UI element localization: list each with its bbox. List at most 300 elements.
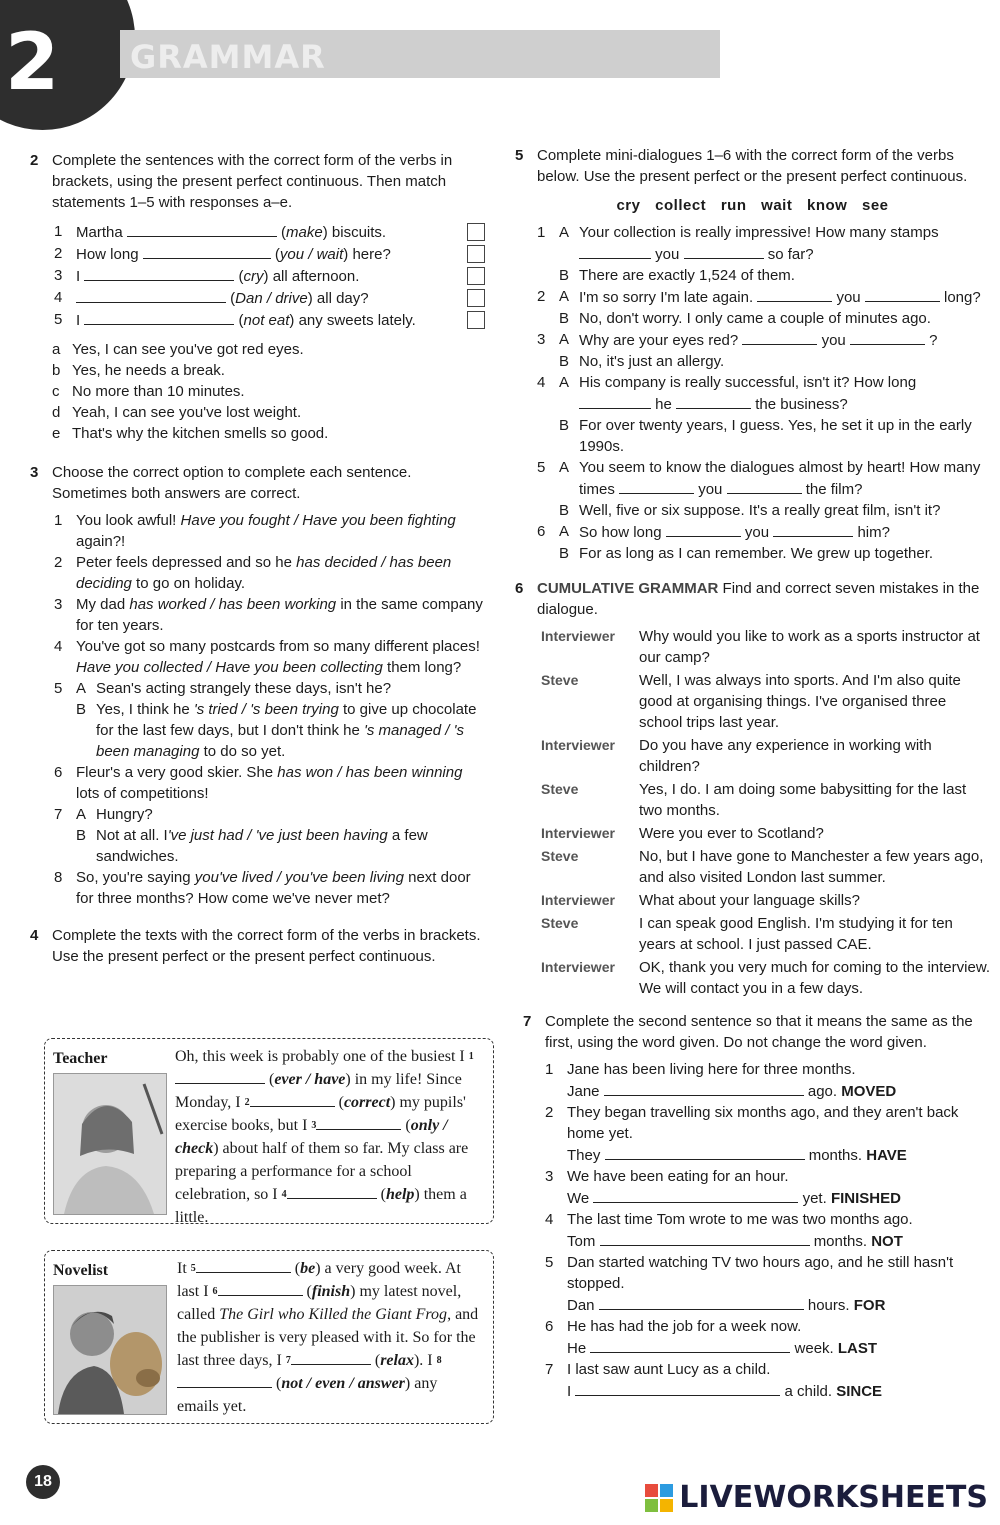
speaker-name: Steve	[541, 781, 579, 797]
item-text: long?	[944, 289, 981, 306]
match-box[interactable]	[467, 311, 485, 329]
speaker-letter: B	[76, 827, 87, 844]
answer-blank[interactable]	[291, 1349, 371, 1365]
gap-number: 2	[244, 1097, 250, 1108]
item-sentence: He has had the job for a week now.	[567, 1318, 802, 1335]
list-item: 1 Martha (make) biscuits.	[50, 221, 485, 243]
dialogue-line	[559, 415, 990, 457]
response-text: Yeah, I can see you've lost weight.	[72, 404, 302, 421]
text: my pupils' exercise books, but I	[175, 1094, 466, 1134]
item-text: to go on holiday.	[131, 575, 246, 592]
verb-hint: you / wait	[279, 246, 344, 263]
dialogue-text: OK, thank you very much for coming to the interview. We will contact you in a few days.	[639, 959, 990, 997]
item-number: 6	[54, 764, 63, 781]
teacher-photo-icon	[54, 1074, 166, 1214]
response-text: Yes, he needs a break.	[72, 362, 225, 379]
verb-hint: relax	[380, 1352, 414, 1369]
item-text: Martha	[76, 224, 123, 241]
dialogue-text: Yes, I do. I am doing some babysitting for the last two months.	[639, 781, 967, 819]
answer-blank[interactable]	[579, 243, 651, 259]
response-letter: e	[52, 425, 61, 442]
verb-hint: correct	[343, 1094, 391, 1111]
item-text: Hungry?	[96, 806, 153, 823]
item-text: here?	[352, 246, 391, 263]
item-number: 2	[537, 288, 546, 305]
dialogue-line	[559, 372, 990, 415]
choice-options[interactable]: Have you fought / Have you been fighting	[180, 512, 456, 529]
item-number: 3	[537, 331, 546, 348]
rewrite-line	[567, 1080, 990, 1102]
ex7-instruction: Complete the second sentence so that it means the same as the first, using the word given. Do not change the word given.	[545, 1013, 973, 1051]
match-box[interactable]	[467, 245, 485, 263]
text: I	[567, 1383, 572, 1400]
dialogue-line	[76, 825, 485, 867]
answer-blank[interactable]	[250, 1091, 335, 1107]
choice-options[interactable]: has worked / has been working	[129, 596, 337, 613]
list-item: 5 I (not eat) any sweets lately.	[50, 309, 485, 331]
verb-hint: Dan / drive	[235, 290, 308, 307]
gap-number: 4	[281, 1189, 287, 1200]
dialogue-text: Were you ever to Scotland?	[639, 825, 824, 842]
item-text: lots of competitions!	[76, 785, 209, 802]
liveworksheets-logo[interactable]	[645, 1480, 988, 1515]
answer-blank[interactable]	[666, 521, 741, 537]
text: Oh, this week is probably one of the busiest I	[175, 1048, 469, 1065]
verb-hint: finish	[311, 1283, 351, 1300]
liveworksheets-logo-icon	[645, 1484, 673, 1512]
text: We	[567, 1190, 590, 1207]
dialogue-line	[559, 222, 990, 265]
answer-blank[interactable]	[600, 1230, 810, 1246]
speaker-letter: A	[559, 459, 570, 476]
speaker-name: Steve	[541, 672, 579, 688]
teacher-label: Teacher	[53, 1050, 108, 1067]
answer-blank[interactable]	[676, 393, 751, 409]
item-text: you	[821, 332, 846, 349]
gap-number: 6	[212, 1286, 218, 1297]
match-box[interactable]	[467, 223, 485, 241]
list-item	[541, 1359, 990, 1402]
answer-blank[interactable]	[599, 1294, 804, 1310]
answer-blank[interactable]	[865, 286, 940, 302]
speaker-name: Steve	[541, 848, 579, 864]
dialogue-line	[76, 699, 485, 762]
list-item	[533, 521, 990, 564]
answer-blank[interactable]	[590, 1337, 790, 1353]
list-item	[541, 1316, 990, 1359]
list-item	[533, 372, 990, 457]
verb-hint: not / even / answer	[281, 1375, 405, 1392]
teacher-photo	[53, 1073, 167, 1215]
list-item	[50, 510, 485, 552]
list-item	[50, 552, 485, 594]
ex5-heading	[515, 145, 990, 187]
verb-hint: not eat	[243, 312, 290, 329]
answer-blank[interactable]	[127, 221, 277, 237]
ex4-heading	[30, 925, 485, 967]
response-item	[52, 360, 485, 381]
item-number: 6	[537, 523, 546, 540]
verb-hint: make	[286, 224, 323, 241]
choice-options[interactable]: 's managed / 's been managing	[96, 722, 464, 760]
list-item	[541, 1102, 990, 1166]
text: a child.	[784, 1383, 833, 1400]
speaker-name: Interviewer	[541, 628, 615, 644]
item-number: 4	[54, 638, 63, 655]
item-text: You seem to know the dialogues almost by heart! How many times	[579, 459, 981, 498]
item-sentence: They began travelling six months ago, and they aren't back home yet.	[567, 1104, 959, 1142]
item-number: 4	[537, 374, 546, 391]
item-text: any sweets lately.	[298, 312, 416, 329]
dialogue-text: What about your language skills?	[639, 892, 860, 909]
match-box[interactable]	[467, 289, 485, 307]
item-sentence: We have been eating for an hour.	[567, 1168, 789, 1185]
choice-options[interactable]: Have you collected / Have you been collecting	[76, 659, 383, 676]
item-text: Fleur's a very good skier. She	[76, 764, 278, 781]
item-number: 5	[54, 680, 63, 697]
list-item: 2 How long (you / wait) here?	[50, 243, 485, 265]
item-text: Your collection is really impressive! How many stamps	[579, 224, 939, 241]
answer-blank[interactable]	[196, 1257, 291, 1273]
dialogue-text: Why would you like to work as a sports instructor at our camp?	[639, 628, 980, 666]
answer-blank[interactable]	[684, 243, 764, 259]
novelist-photo-icon	[54, 1286, 166, 1414]
item-number: 1	[54, 512, 63, 529]
item-text: a few sandwiches.	[96, 827, 428, 865]
list-item	[533, 329, 990, 372]
text: months.	[813, 1233, 868, 1250]
answer-blank[interactable]	[76, 287, 226, 303]
item-number: 4	[54, 289, 63, 306]
rewrite-line	[567, 1380, 990, 1402]
item-text: Peter feels depressed and so he	[76, 554, 297, 571]
item-text: Why are your eyes red?	[579, 332, 739, 349]
ex3-heading	[30, 462, 485, 504]
text: week.	[794, 1340, 834, 1357]
item-text: So, you're saying	[76, 869, 195, 886]
teacher-text-box	[44, 1038, 494, 1224]
item-text: to do so yet.	[199, 743, 286, 760]
item-text: My dad	[76, 596, 130, 613]
ex7-heading	[515, 1011, 990, 1053]
item-text: in the same company for ten years.	[76, 596, 483, 634]
item-text: so far?	[767, 246, 814, 263]
item-text: again?!	[76, 533, 126, 550]
list-item	[50, 762, 485, 804]
item-text: the business?	[755, 396, 848, 413]
answer-blank[interactable]	[757, 286, 832, 302]
item-sentence: Dan started watching TV two hours ago, and he still hasn't stopped.	[567, 1254, 954, 1292]
list-item	[50, 678, 485, 762]
speaker-letter: A	[76, 806, 87, 823]
response-item	[52, 402, 485, 423]
ex4-instruction: Complete the texts with the correct form of the verbs in brackets. Use the present perfect or the present perfect continuous.	[52, 927, 481, 965]
item-text: For as long as I can remember. We grew up together.	[579, 545, 934, 562]
key-word: MOVED	[841, 1083, 897, 1100]
item-text: How long	[76, 246, 139, 263]
speaker-name: Interviewer	[541, 959, 615, 975]
choice-options[interactable]: 's tried / 's been trying	[193, 701, 339, 718]
list-item: 4 (Dan / drive) all day?	[50, 287, 485, 309]
item-text: Not at all. I	[96, 827, 168, 844]
item-text: Yes, I think he	[96, 701, 194, 718]
word-bank: cry collect run wait know see	[616, 197, 889, 214]
item-text: For over twenty years, I guess. Yes, he set it up in the early 1990s.	[579, 417, 972, 455]
text: a very good week. At last I	[177, 1260, 461, 1300]
left-column	[30, 150, 485, 967]
item-text: No, don't worry. I only came a couple of minutes ago.	[579, 310, 931, 327]
right-column	[515, 145, 990, 1402]
response-letter: d	[52, 404, 61, 421]
page-number: 18	[26, 1465, 60, 1499]
item-number: 1	[545, 1061, 554, 1078]
speaker-letter: A	[559, 224, 570, 241]
answer-blank[interactable]	[84, 309, 234, 325]
gap-number: 3	[311, 1120, 317, 1131]
dialogue-text: I can speak good English. I'm studying it for ten years at school. I just passed CAE.	[639, 915, 953, 953]
rewrite-line	[567, 1144, 990, 1166]
dialogue-line	[76, 804, 485, 825]
list-item	[541, 1166, 990, 1209]
answer-blank[interactable]	[593, 1187, 798, 1203]
item-number: 2	[54, 245, 63, 262]
item-text: So how long	[579, 524, 662, 541]
response-text: Yes, I can see you've got red eyes.	[72, 341, 304, 358]
response-text: That's why the kitchen smells so good.	[72, 425, 329, 442]
dialogue-line	[559, 500, 990, 521]
answer-blank[interactable]	[218, 1280, 303, 1296]
response-item	[52, 381, 485, 402]
item-text: to give up chocolate for the last few days, but I don't think he	[96, 701, 477, 739]
list-item	[541, 1209, 990, 1252]
text: any emails yet.	[177, 1375, 438, 1415]
speaker-letter: A	[559, 288, 570, 305]
answer-blank[interactable]	[287, 1183, 377, 1199]
ex5-dialogues	[515, 222, 990, 564]
novel-title: The Girl who Killed the Giant Frog	[219, 1306, 448, 1323]
answer-blank[interactable]	[850, 329, 925, 345]
answer-blank[interactable]	[727, 478, 802, 494]
item-text: Sean's acting strangely these days, isn't he?	[96, 680, 392, 697]
speaker-letter: B	[559, 502, 570, 519]
choice-options[interactable]: has won / has been winning	[277, 764, 463, 781]
list-item: 3 I (cry) all afternoon.	[50, 265, 485, 287]
response-letter: b	[52, 362, 61, 379]
ex2-heading	[30, 150, 485, 213]
list-item	[533, 286, 990, 329]
ex6-number: 6	[515, 580, 524, 597]
item-number: 3	[54, 267, 63, 284]
response-item	[52, 339, 485, 360]
speaker-letter: B	[76, 701, 87, 718]
key-word: NOT	[871, 1233, 903, 1250]
text: Jane	[567, 1083, 600, 1100]
ex6-dialogue	[515, 626, 990, 999]
novelist-photo	[53, 1285, 167, 1415]
text: It	[177, 1260, 191, 1277]
answer-blank[interactable]	[773, 521, 853, 537]
dialogue-line	[559, 308, 990, 329]
rewrite-line	[567, 1294, 990, 1316]
speaker-letter: A	[559, 523, 570, 540]
speaker-letter: B	[559, 417, 570, 434]
response-letter: a	[52, 341, 61, 358]
item-number: 7	[54, 806, 63, 823]
item-sentence: Jane has been living here for three months.	[567, 1061, 856, 1078]
list-item	[541, 1252, 990, 1316]
text: . I	[419, 1352, 437, 1369]
ex2-items	[30, 221, 485, 331]
gap-number: 1	[468, 1051, 474, 1062]
list-item	[50, 804, 485, 867]
answer-blank[interactable]	[604, 1080, 804, 1096]
dialogue-line	[559, 351, 990, 372]
ex3-instruction: Choose the correct option to complete each sentence. Sometimes both answers are correct.	[52, 464, 412, 502]
ex5-number: 5	[515, 147, 524, 164]
item-text: biscuits.	[331, 224, 387, 241]
item-number: 8	[54, 869, 63, 886]
gap-number: 8	[436, 1355, 442, 1366]
logo-square	[645, 1499, 658, 1512]
logo-square	[645, 1484, 658, 1497]
text: hours.	[807, 1297, 850, 1314]
text: Tom	[567, 1233, 596, 1250]
response-letter: c	[52, 383, 60, 400]
text: yet.	[802, 1190, 827, 1207]
answer-blank[interactable]	[177, 1372, 272, 1388]
answer-blank[interactable]	[575, 1380, 780, 1396]
dialogue-line	[76, 678, 485, 699]
dialogue-line	[559, 457, 990, 500]
verb-hint: be	[300, 1260, 316, 1277]
list-item	[50, 594, 485, 636]
dialogue-line	[559, 265, 990, 286]
speaker-letter: B	[559, 267, 570, 284]
item-text: them long?	[382, 659, 462, 676]
item-number: 2	[545, 1104, 554, 1121]
item-number: 4	[545, 1211, 554, 1228]
teacher-text: Oh, this week is probably one of the busiest I $^1$ (ever / have) in my life! Since Monday, I $^2$ (correct) my pupils' exercise books, but I $^3$ (only / check) about half of them so far. My class are preparing a performance for a school celebration, so I $^4$ (help) them a little.	[175, 1048, 474, 1226]
speaker-letter: A	[559, 374, 570, 391]
speaker-letter: B	[559, 353, 570, 370]
logo-square	[660, 1499, 673, 1512]
answer-blank[interactable]	[605, 1144, 805, 1160]
brand-name: LIVEWORKSHEETS	[679, 1480, 988, 1515]
item-text: I'm so sorry I'm late again.	[579, 289, 754, 306]
item-text: I	[76, 268, 81, 285]
item-text: There are exactly 1,524 of them.	[579, 267, 795, 284]
ex6-instruction: Find and correct seven mistakes in the dialogue.	[537, 580, 980, 618]
section-title: GRAMMAR	[130, 38, 326, 76]
ex2-instruction: Complete the sentences with the correct form of the verbs in brackets, using the present perfect continuous. Then match statements 1–5 with responses a–e.	[52, 152, 453, 211]
item-text: he	[655, 396, 672, 413]
item-text: you	[836, 289, 861, 306]
item-number: 5	[545, 1254, 554, 1271]
item-text: You've got so many postcards from so many different places!	[76, 638, 480, 655]
speaker-letter: B	[559, 310, 570, 327]
choice-options[interactable]: has decided / has been deciding	[76, 554, 452, 592]
text: them a little.	[175, 1186, 467, 1226]
answer-blank[interactable]	[143, 243, 271, 259]
verb-hint: ever / have	[274, 1071, 346, 1088]
cumulative-label: CUMULATIVE GRAMMAR	[537, 580, 719, 597]
dialogue-text: Well, I was always into sports. And I'm also quite good at organising things. I've organised three school trips last year.	[639, 672, 961, 731]
choice-options[interactable]: you've lived / you've been living	[194, 869, 404, 886]
answer-blank[interactable]	[84, 265, 234, 281]
answer-blank[interactable]	[175, 1068, 265, 1084]
response-text: No more than 10 minutes.	[72, 383, 245, 400]
rewrite-line	[567, 1337, 990, 1359]
choice-options[interactable]: 've just had / 've just been having	[167, 827, 388, 844]
list-item	[50, 636, 485, 678]
ex4-number: 4	[30, 927, 39, 944]
speaker-letter: A	[76, 680, 87, 697]
item-number: 2	[54, 554, 63, 571]
rewrite-line	[567, 1230, 990, 1252]
dialogue-line	[559, 286, 990, 308]
item-number: 3	[54, 596, 63, 613]
rewrite-line	[567, 1187, 990, 1209]
list-item	[533, 222, 990, 286]
speaker-name: Interviewer	[541, 825, 615, 841]
item-text: No, it's just an allergy.	[579, 353, 725, 370]
key-word: FOR	[853, 1297, 886, 1314]
text: Dan	[567, 1297, 595, 1314]
item-sentence: The last time Tom wrote to me was two months ago.	[567, 1211, 913, 1228]
text: in my life! Since Monday, I	[175, 1071, 462, 1111]
answer-blank[interactable]	[742, 329, 817, 345]
ex7-items	[515, 1059, 990, 1402]
item-text: I	[76, 312, 81, 329]
dialogue-text: No, but I have gone to Manchester a few years ago, and also visited London last summer.	[639, 848, 984, 886]
item-text: next door for three months? How come we've never met?	[76, 869, 471, 907]
answer-blank[interactable]	[316, 1114, 401, 1130]
text: about half of them so far. My class are preparing a performance for a school celebration, so I	[175, 1140, 469, 1203]
item-text: him?	[857, 524, 890, 541]
novelist-text: It $^5$ (be) a very good week. At last I $^6$ (finish) my latest novel, called The Girl who Killed the Giant Frog, and the publisher is very pleased with it. So for the last three days, I $^7$ (relax). I $^8$ (not / even / answer) any emails yet.	[177, 1257, 482, 1418]
speaker-letter: B	[559, 545, 570, 562]
ex6-heading	[515, 578, 990, 620]
answer-blank[interactable]	[579, 393, 651, 409]
dialogue-line	[559, 521, 990, 543]
item-text: His company is really successful, isn't it? How long	[579, 374, 917, 391]
verb-hint: cry	[243, 268, 264, 285]
ex2-number: 2	[30, 152, 39, 169]
item-number: 5	[54, 311, 63, 328]
novelist-label: Novelist	[53, 1262, 109, 1279]
dialogue-text: Do you have any experience in working with children?	[639, 737, 932, 775]
item-text: the film?	[805, 481, 863, 498]
item-number: 3	[545, 1168, 554, 1185]
verb-hint: only / check	[175, 1117, 448, 1157]
ex5-instruction: Complete mini-dialogues 1–6 with the correct form of the verbs below. Use the present perfect or the present perfect continuous.	[537, 147, 968, 185]
response-item	[52, 423, 485, 444]
item-text: you	[698, 481, 723, 498]
match-box[interactable]	[467, 267, 485, 285]
answer-blank[interactable]	[619, 478, 694, 494]
speaker-name: Steve	[541, 915, 579, 931]
key-word: HAVE	[866, 1147, 907, 1164]
ex2-responses	[30, 339, 485, 444]
item-text: you	[744, 524, 770, 541]
text: months.	[808, 1147, 863, 1164]
item-text: You look awful!	[76, 512, 181, 529]
text: my latest novel, called	[177, 1283, 462, 1323]
item-number: 6	[545, 1318, 554, 1335]
item-number: 1	[537, 224, 546, 241]
gap-number: 5	[190, 1263, 196, 1274]
item-text: Well, five or six suppose. It's a really great film, isn't it?	[579, 502, 941, 519]
